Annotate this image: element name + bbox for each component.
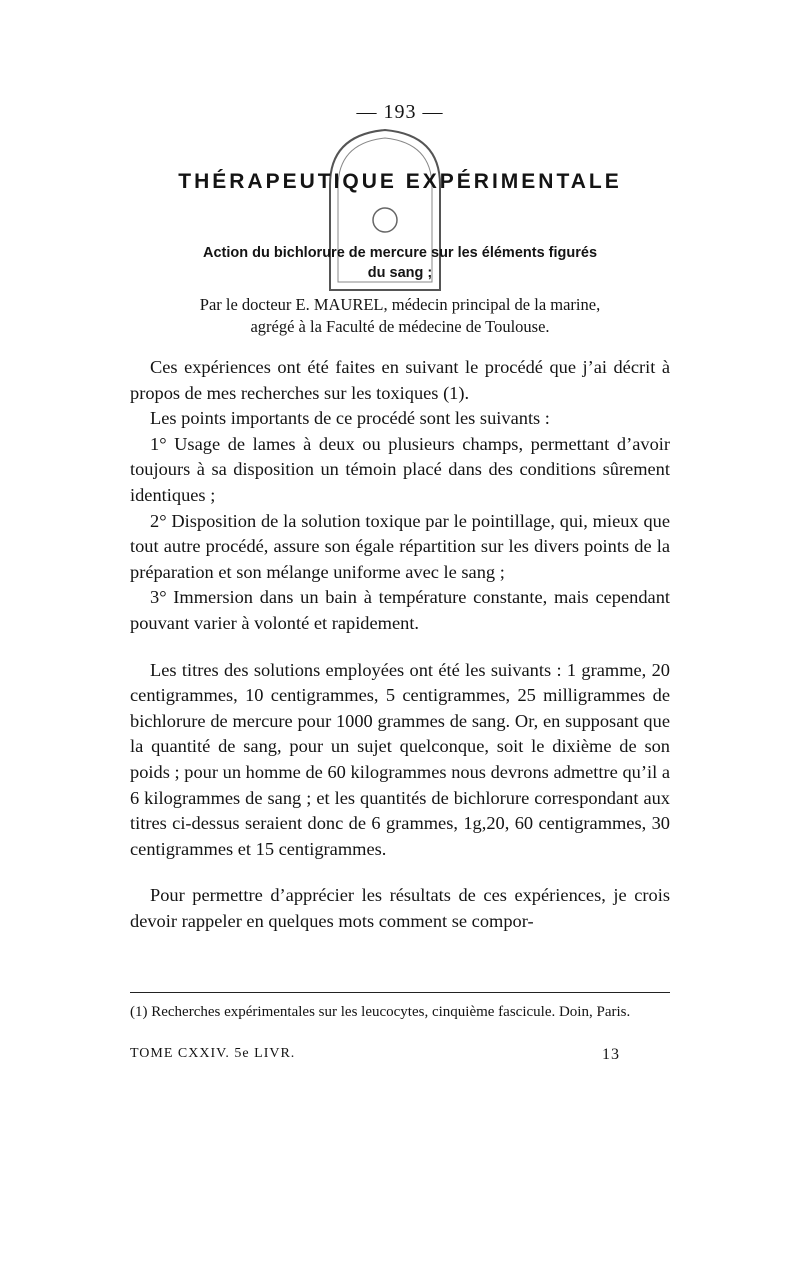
paragraph-resultats: Pour permettre d’apprécier les résultats de ces expériences, je crois devoir rappeler en quelques mots comment se compor-: [130, 885, 670, 931]
page-number: — 193 —: [356, 101, 444, 123]
paragraph-titres: Les titres des solutions employées ont été les suivants : 1 gramme, 20 centigrammes, 10 centigrammes, 5 centigrammes, 25 milligrammes de bichlorure de mercure pour 1000 grammes de sang. Or, en supposant que la quantité de sang, pour un sujet quelconque, soit le dixième de son poids ; pour un homme de 60 kilogrammes nous devrons admettre qu’il a 6 kilogrammes de sang ; et les quantités de bichlorure correspondant aux titres ci-dessus seraient donc de 6 grammes, 1g,20, 60 centigrammes, 30 centigrammes et 15 centigrammes.: [130, 659, 670, 859]
paragraph-point-3: 3° Immersion dans un bain à température constante, mais cependant pouvant varier à volonté et rapidement.: [130, 587, 670, 633]
footnote: (1) Recherches expérimentales sur les leucocytes, cinquième fascicule. Doin, Paris.: [130, 1004, 631, 1020]
footer-signature: 13: [602, 1046, 620, 1063]
paragraph-points: Les points importants de ce procédé sont les suivants :: [150, 408, 550, 429]
body-text: [130, 355, 670, 934]
section-title: THÉRAPEUTIQUE EXPÉRIMENTALE: [178, 170, 622, 193]
footer-volume: TOME CXXIV. 5e LIVR.: [130, 1046, 296, 1061]
paragraph-point-1: 1° Usage de lames à deux ou plusieurs champs, permettant d’avoir toujours à sa disposition un témoin placé dans des conditions sûrement identiques ;: [130, 433, 670, 505]
article-title-line1: Action du bichlorure de mercure sur les éléments figurés: [202, 245, 598, 261]
byline-line2: agrégé à la Faculté de médecine de Toulouse.: [250, 317, 550, 336]
article-title: [100, 243, 700, 283]
page-footer: [130, 1046, 670, 1062]
paragraph-point-2: 2° Disposition de la solution toxique par le pointillage, qui, mieux que tout autre procédé, assure son égale répartition sur les divers points de la préparation et son mélange uniforme avec le sang ;: [130, 510, 670, 582]
byline-line1: Par le docteur E. MAUREL, médecin principal de la marine,: [199, 295, 601, 314]
paragraph-intro: Ces expériences ont été faites en suivant le procédé que j’ai décrit à propos de mes recherches sur les toxiques (1).: [130, 357, 670, 403]
footnote-divider: [130, 992, 670, 993]
byline: [150, 294, 650, 338]
article-title-line2: du sang ;: [367, 265, 433, 281]
